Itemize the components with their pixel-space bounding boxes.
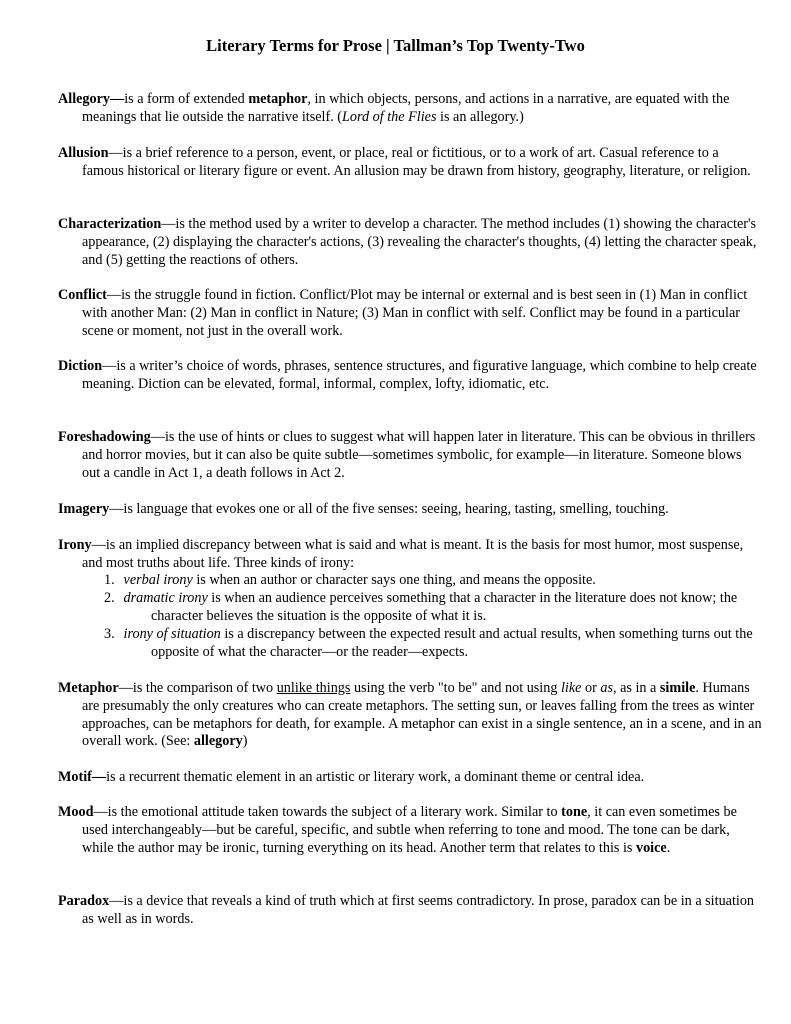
page-title: Literary Terms for Prose | Tallman’s Top Twenty-Two	[206, 36, 585, 55]
definition-text: —is the struggle found in fiction. Conflict/Plot may be internal or external and is best seen in (1) Man in conflict with another Man: (2) Man in conflict in Nature; (3) Man in conflict with self. Conflict may be found in a particular scene or moment, not just in the overall work.	[82, 287, 748, 339]
entry-imagery	[58, 501, 762, 519]
definition-text: is an allegory.)	[436, 108, 524, 125]
definition-text: or	[581, 680, 601, 696]
entry-characterization	[58, 216, 762, 269]
term-metaphor: Metaphor	[58, 680, 119, 696]
list-item-text: is when an author or character says one thing, and means the opposite.	[192, 572, 596, 588]
term-allegory: Allegory—	[58, 91, 125, 107]
irony-list-item	[104, 572, 785, 590]
definition-text: —is a writer’s choice of words, phrases, sentence structures, and figurative language, which combine to help create meaning. Diction can be elevated, formal, informal, complex, lofty, idiomatic, etc.	[82, 358, 757, 392]
entry-paradox	[58, 893, 762, 929]
irony-type: verbal irony	[123, 572, 193, 588]
term-irony: Irony	[58, 537, 92, 553]
term-characterization: Characterization	[58, 216, 162, 232]
definition-text: is a form of extended	[124, 91, 249, 107]
term-conflict: Conflict	[58, 287, 107, 303]
term-diction: Diction	[58, 358, 103, 374]
term-allusion: Allusion	[58, 145, 109, 161]
entry-motif	[58, 769, 762, 787]
entry-allusion	[58, 145, 762, 181]
entry-allegory	[58, 91, 762, 127]
entry-irony	[58, 537, 762, 573]
italic-word: like	[560, 680, 582, 696]
entry-mood	[58, 804, 762, 857]
list-number: 1.	[104, 572, 115, 588]
list-number: 2.	[104, 590, 115, 606]
definition-text: . Humans are presumably the only creatures who can create metaphors. The setting sun, or leaves falling from the trees as winter approaches, can be metaphors for death, for example. A metaphor can exist in a single sentence, an in a scene, and in an overall work. (See:	[82, 680, 762, 750]
italic-title: Lord of the Flies	[342, 108, 437, 125]
term-paradox: Paradox	[58, 893, 110, 909]
irony-type: irony of situation	[123, 626, 221, 642]
list-item-text: is a discrepancy between the expected result and actual results, when something turns out the opposite of what the character—or the reader—expects.	[151, 626, 753, 660]
bold-reference: tone	[561, 804, 588, 820]
term-motif: Motif—	[58, 769, 107, 785]
bold-reference: simile	[659, 680, 696, 696]
definition-text: )	[242, 733, 248, 750]
irony-list-item	[104, 590, 785, 626]
definition-text: —is the method used by a writer to develop a character. The method includes (1) showing the character's appearance, (2) displaying the character's actions, (3) revealing the character's thoughts, (4) letting the character speak, and (5) getting the reactions of others.	[82, 216, 757, 268]
definition-text: —is the emotional attitude taken towards the subject of a literary work. Similar to	[93, 804, 562, 820]
entry-foreshadowing	[58, 429, 762, 482]
list-item-text: is when an audience perceives something that a character in the literature does not know; the character believes the situation is the opposite of what it is.	[151, 590, 738, 624]
definition-text: is a recurrent thematic element in an artistic or literary work, a dominant theme or central idea.	[106, 769, 645, 785]
definition-text: .	[666, 839, 671, 856]
bold-reference: metaphor	[248, 91, 308, 107]
definition-text: , in which objects, persons, and actions in a narrative, are equated with the meanings that lie outside the narrative itself. (	[82, 91, 730, 125]
italic-word: as,	[600, 680, 617, 696]
entry-conflict	[58, 287, 762, 340]
term-mood: Mood	[58, 804, 94, 820]
bold-reference: voice	[635, 839, 667, 856]
definition-text: using the verb "to be" and not using	[350, 680, 561, 696]
term-foreshadowing: Foreshadowing	[58, 429, 151, 445]
term-imagery: Imagery	[58, 501, 110, 517]
definition-text: —is a brief reference to a person, event, or place, real or fictitious, or to a work of art. Casual reference to a famous historical or literary figure or event. An allusion may be drawn from history, geography, literature, or religion.	[82, 145, 751, 179]
definition-text: —is language that evokes one or all of the five senses: seeing, hearing, tasting, smelling, touching.	[109, 501, 669, 517]
definition-text: , it can even sometimes be used interchangeably—but be careful, specific, and subtle when referring to tone and mood. The tone can be dark, while the author may be ironic, turning everything on its head. Another term that relates to this is	[82, 804, 737, 856]
irony-list-item	[104, 626, 785, 662]
bold-reference: allegory	[193, 733, 243, 750]
underlined-text: unlike things	[276, 680, 351, 696]
definition-text: —is an implied discrepancy between what is said and what is meant. It is the basis for most humor, most suspense, and most truths about life. Three kinds of irony:	[82, 537, 744, 571]
definition-text: —is a device that reveals a kind of truth which at first seems contradictory. In prose, paradox can be in a situation as well as in words.	[82, 893, 755, 927]
definition-text: —is the use of hints or clues to suggest what will happen later in literature. This can be obvious in thrillers and horror movies, but it can also be quite subtle—sometimes symbolic, for example—in literature. Someone blows out a candle in Act 1, a death follows in Act 2.	[82, 429, 756, 481]
entry-metaphor	[58, 680, 762, 751]
definition-text: —is the comparison of two	[118, 680, 277, 696]
entry-diction	[58, 358, 762, 394]
irony-type: dramatic irony	[123, 590, 208, 606]
list-number: 3.	[104, 626, 115, 642]
definition-text: as in a	[616, 680, 660, 696]
